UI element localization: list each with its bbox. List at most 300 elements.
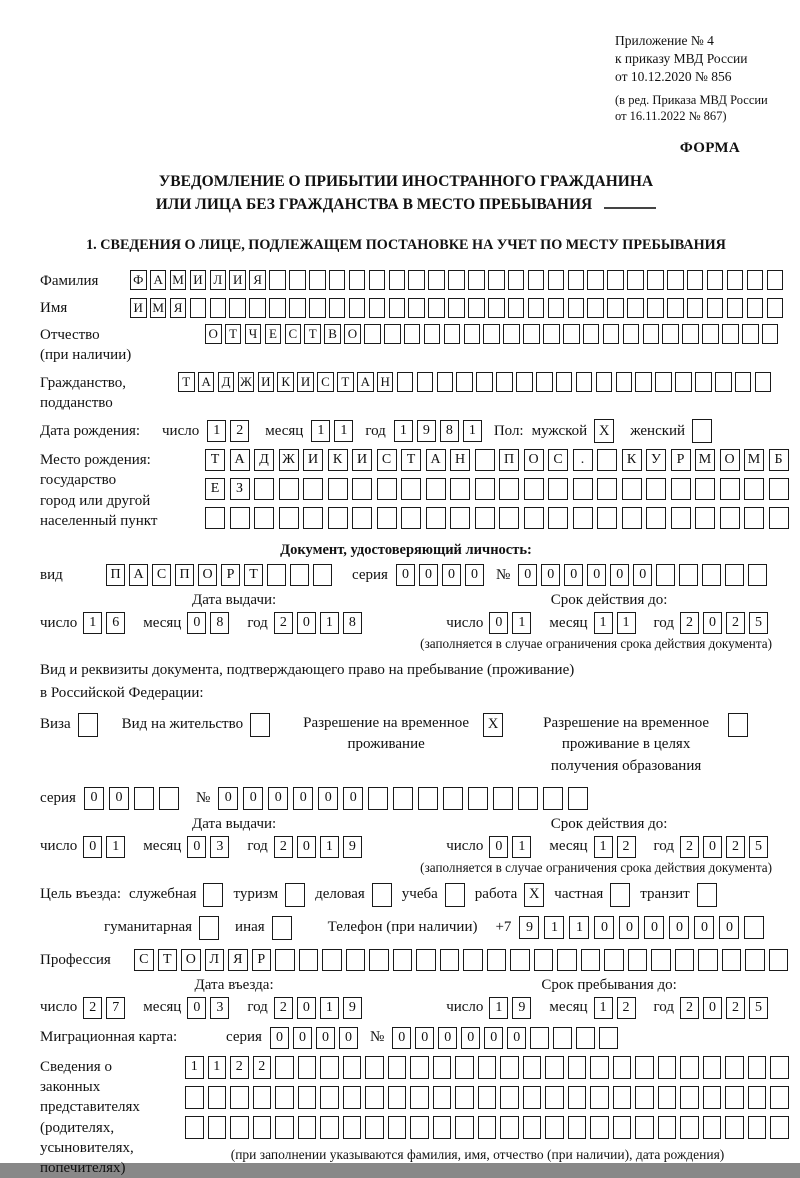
form-cell[interactable] (596, 372, 613, 392)
form-cell[interactable] (433, 1116, 452, 1139)
form-cell[interactable]: П (499, 449, 519, 471)
form-cell[interactable]: 0 (270, 1027, 289, 1049)
form-cell[interactable]: 0 (392, 1027, 411, 1049)
form-cell[interactable] (599, 1027, 618, 1049)
form-cell[interactable] (343, 1086, 362, 1109)
form-cell[interactable] (269, 270, 286, 290)
form-cell[interactable] (408, 270, 425, 290)
form-cell[interactable]: А (129, 564, 148, 586)
form-cell[interactable] (543, 787, 563, 810)
form-cell[interactable] (607, 298, 624, 318)
form-cell[interactable] (655, 372, 672, 392)
form-cell[interactable] (208, 1086, 227, 1109)
form-cell[interactable]: 8 (440, 420, 459, 442)
form-cell[interactable] (478, 1056, 497, 1079)
form-cell[interactable] (623, 324, 640, 344)
form-cell[interactable]: 0 (564, 564, 583, 586)
form-cell[interactable]: 0 (109, 787, 129, 810)
form-cell[interactable] (528, 270, 545, 290)
form-cell[interactable]: И (229, 270, 246, 290)
form-cell[interactable] (478, 1116, 497, 1139)
form-cell[interactable]: А (150, 270, 167, 290)
form-cell[interactable]: 8 (210, 612, 229, 634)
form-cell[interactable] (590, 1116, 609, 1139)
form-cell[interactable]: Р (671, 449, 691, 471)
form-cell[interactable] (352, 507, 372, 529)
form-cell[interactable] (548, 507, 568, 529)
form-cell[interactable] (320, 1056, 339, 1079)
form-cell[interactable] (671, 478, 691, 500)
form-cell[interactable] (249, 298, 266, 318)
form-cell[interactable] (401, 478, 421, 500)
form-cell[interactable] (658, 1086, 677, 1109)
form-cell[interactable] (410, 1086, 429, 1109)
form-cell[interactable] (744, 507, 764, 529)
form-cell[interactable]: А (426, 449, 446, 471)
form-cell[interactable]: И (352, 449, 372, 471)
form-cell[interactable]: Л (210, 270, 227, 290)
form-cell[interactable] (553, 1027, 572, 1049)
form-cell[interactable] (658, 1116, 677, 1139)
form-cell[interactable] (568, 298, 585, 318)
form-cell[interactable] (727, 270, 744, 290)
form-cell[interactable] (755, 372, 772, 392)
residence-permit-checkbox[interactable] (250, 713, 270, 737)
form-cell[interactable]: Я (249, 270, 266, 290)
form-cell[interactable] (573, 478, 593, 500)
form-cell[interactable]: 0 (268, 787, 288, 810)
form-cell[interactable] (597, 478, 617, 500)
form-cell[interactable]: 0 (644, 916, 664, 939)
form-cell[interactable]: 5 (749, 997, 768, 1019)
form-cell[interactable]: А (198, 372, 215, 392)
form-cell[interactable] (428, 298, 445, 318)
form-cell[interactable]: 0 (594, 916, 614, 939)
form-cell[interactable]: С (134, 949, 154, 971)
form-cell[interactable]: С (285, 324, 302, 344)
form-cell[interactable] (651, 949, 671, 971)
form-cell[interactable]: 1 (320, 836, 339, 858)
form-cell[interactable] (702, 324, 719, 344)
form-cell[interactable] (393, 949, 413, 971)
form-cell[interactable] (320, 1086, 339, 1109)
form-cell[interactable] (328, 507, 348, 529)
form-cell[interactable]: 2 (253, 1056, 272, 1079)
form-cell[interactable] (275, 1056, 294, 1079)
form-cell[interactable] (185, 1116, 204, 1139)
form-cell[interactable] (343, 1056, 362, 1079)
form-cell[interactable]: 0 (293, 1027, 312, 1049)
form-cell[interactable] (622, 478, 642, 500)
form-cell[interactable] (518, 787, 538, 810)
form-cell[interactable] (424, 324, 441, 344)
form-cell[interactable] (487, 949, 507, 971)
form-cell[interactable]: Л (205, 949, 225, 971)
form-cell[interactable] (369, 949, 389, 971)
form-cell[interactable] (365, 1056, 384, 1079)
form-cell[interactable] (548, 298, 565, 318)
form-cell[interactable] (568, 1116, 587, 1139)
form-cell[interactable]: З (230, 478, 250, 500)
form-cell[interactable]: Т (401, 449, 421, 471)
form-cell[interactable] (254, 507, 274, 529)
form-cell[interactable] (440, 949, 460, 971)
form-cell[interactable] (762, 324, 779, 344)
form-cell[interactable] (476, 372, 493, 392)
form-cell[interactable] (563, 324, 580, 344)
form-cell[interactable] (720, 507, 740, 529)
form-cell[interactable]: 0 (669, 916, 689, 939)
form-cell[interactable] (298, 1056, 317, 1079)
form-cell[interactable] (523, 1056, 542, 1079)
form-cell[interactable] (583, 324, 600, 344)
form-cell[interactable] (428, 270, 445, 290)
form-cell[interactable]: 8 (343, 612, 362, 634)
form-cell[interactable] (369, 298, 386, 318)
form-cell[interactable]: 0 (187, 836, 206, 858)
form-cell[interactable]: 0 (703, 997, 722, 1019)
form-cell[interactable]: 1 (594, 612, 613, 634)
form-cell[interactable] (769, 478, 789, 500)
form-cell[interactable] (275, 1086, 294, 1109)
purpose-delovaya-checkbox[interactable] (372, 883, 392, 907)
form-cell[interactable] (545, 1086, 564, 1109)
form-cell[interactable] (320, 1116, 339, 1139)
form-cell[interactable]: И (130, 298, 147, 318)
form-cell[interactable] (725, 564, 744, 586)
purpose-rabota-checkbox[interactable]: X (524, 883, 544, 907)
form-cell[interactable] (483, 324, 500, 344)
form-cell[interactable] (475, 449, 495, 471)
form-cell[interactable] (722, 324, 739, 344)
form-cell[interactable] (573, 507, 593, 529)
form-cell[interactable] (702, 564, 721, 586)
form-cell[interactable] (298, 1086, 317, 1109)
form-cell[interactable]: С (152, 564, 171, 586)
form-cell[interactable] (455, 1116, 474, 1139)
form-cell[interactable]: 0 (489, 612, 508, 634)
form-cell[interactable]: 0 (187, 612, 206, 634)
form-cell[interactable]: 1 (594, 836, 613, 858)
form-cell[interactable]: 0 (587, 564, 606, 586)
form-cell[interactable]: О (524, 449, 544, 471)
form-cell[interactable] (253, 1086, 272, 1109)
form-cell[interactable]: 0 (633, 564, 652, 586)
form-cell[interactable] (770, 1056, 789, 1079)
form-cell[interactable] (744, 916, 764, 939)
form-cell[interactable] (500, 1086, 519, 1109)
form-cell[interactable] (393, 787, 413, 810)
form-cell[interactable] (727, 298, 744, 318)
form-cell[interactable]: О (205, 324, 222, 344)
form-cell[interactable]: 0 (465, 564, 484, 586)
form-cell[interactable]: К (277, 372, 294, 392)
form-cell[interactable]: 2 (726, 997, 745, 1019)
form-cell[interactable] (510, 949, 530, 971)
form-cell[interactable]: 2 (726, 836, 745, 858)
form-cell[interactable] (322, 949, 342, 971)
form-cell[interactable] (747, 298, 764, 318)
form-cell[interactable] (493, 787, 513, 810)
form-cell[interactable] (369, 270, 386, 290)
form-cell[interactable]: 0 (218, 787, 238, 810)
form-cell[interactable]: 1 (544, 916, 564, 939)
form-cell[interactable] (656, 564, 675, 586)
form-cell[interactable] (568, 1056, 587, 1079)
form-cell[interactable] (530, 1027, 549, 1049)
form-cell[interactable]: Б (769, 449, 789, 471)
form-cell[interactable]: 0 (297, 997, 316, 1019)
form-cell[interactable] (303, 507, 323, 529)
form-cell[interactable]: 2 (680, 836, 699, 858)
form-cell[interactable]: 0 (316, 1027, 335, 1049)
form-cell[interactable] (557, 949, 577, 971)
form-cell[interactable] (767, 298, 784, 318)
form-cell[interactable] (384, 324, 401, 344)
form-cell[interactable] (524, 478, 544, 500)
form-cell[interactable]: 2 (274, 836, 293, 858)
form-cell[interactable] (613, 1116, 632, 1139)
form-cell[interactable] (404, 324, 421, 344)
form-cell[interactable]: 1 (185, 1056, 204, 1079)
form-cell[interactable]: Е (265, 324, 282, 344)
form-cell[interactable]: П (175, 564, 194, 586)
form-cell[interactable] (698, 949, 718, 971)
form-cell[interactable] (770, 1086, 789, 1109)
form-cell[interactable]: 2 (274, 612, 293, 634)
form-cell[interactable] (747, 270, 764, 290)
form-cell[interactable] (444, 324, 461, 344)
form-cell[interactable]: 5 (749, 836, 768, 858)
form-cell[interactable]: 0 (703, 836, 722, 858)
form-cell[interactable] (720, 478, 740, 500)
form-cell[interactable]: 0 (541, 564, 560, 586)
form-cell[interactable] (671, 507, 691, 529)
form-cell[interactable] (548, 478, 568, 500)
form-cell[interactable] (635, 1056, 654, 1079)
form-cell[interactable] (185, 1086, 204, 1109)
form-cell[interactable] (646, 478, 666, 500)
form-cell[interactable] (680, 1086, 699, 1109)
form-cell[interactable] (388, 1086, 407, 1109)
form-cell[interactable] (523, 1116, 542, 1139)
form-cell[interactable] (397, 372, 414, 392)
form-cell[interactable] (667, 298, 684, 318)
form-cell[interactable]: . (573, 449, 593, 471)
form-cell[interactable] (389, 270, 406, 290)
form-cell[interactable]: Ж (238, 372, 255, 392)
form-cell[interactable] (269, 298, 286, 318)
form-cell[interactable] (254, 478, 274, 500)
form-cell[interactable] (769, 949, 789, 971)
form-cell[interactable] (687, 270, 704, 290)
form-cell[interactable] (745, 949, 765, 971)
form-cell[interactable] (426, 507, 446, 529)
form-cell[interactable]: Т (225, 324, 242, 344)
form-cell[interactable]: 0 (484, 1027, 503, 1049)
form-cell[interactable] (707, 270, 724, 290)
form-cell[interactable] (488, 270, 505, 290)
form-cell[interactable] (230, 1086, 249, 1109)
form-cell[interactable] (410, 1056, 429, 1079)
form-cell[interactable] (675, 949, 695, 971)
form-cell[interactable]: 2 (617, 997, 636, 1019)
form-cell[interactable]: 1 (463, 420, 482, 442)
form-cell[interactable]: 2 (726, 612, 745, 634)
form-cell[interactable]: В (324, 324, 341, 344)
form-cell[interactable] (388, 1116, 407, 1139)
form-cell[interactable]: Т (178, 372, 195, 392)
form-cell[interactable] (735, 372, 752, 392)
form-cell[interactable] (679, 564, 698, 586)
form-cell[interactable] (662, 324, 679, 344)
form-cell[interactable] (536, 372, 553, 392)
form-cell[interactable]: Н (450, 449, 470, 471)
form-cell[interactable]: 0 (297, 612, 316, 634)
form-cell[interactable]: 1 (489, 997, 508, 1019)
form-cell[interactable]: Е (205, 478, 225, 500)
form-cell[interactable] (365, 1086, 384, 1109)
form-cell[interactable]: 9 (343, 836, 362, 858)
form-cell[interactable]: 2 (680, 997, 699, 1019)
form-cell[interactable] (408, 298, 425, 318)
form-cell[interactable] (742, 324, 759, 344)
form-cell[interactable]: 0 (343, 787, 363, 810)
form-cell[interactable] (299, 949, 319, 971)
form-cell[interactable] (516, 372, 533, 392)
form-cell[interactable] (703, 1086, 722, 1109)
form-cell[interactable] (703, 1116, 722, 1139)
sex-female-checkbox[interactable] (692, 419, 712, 443)
form-cell[interactable] (298, 1116, 317, 1139)
form-cell[interactable]: Т (244, 564, 263, 586)
form-cell[interactable] (455, 1086, 474, 1109)
form-cell[interactable] (279, 507, 299, 529)
form-cell[interactable]: Н (377, 372, 394, 392)
form-cell[interactable]: 9 (343, 997, 362, 1019)
visa-checkbox[interactable] (78, 713, 98, 737)
form-cell[interactable] (475, 478, 495, 500)
form-cell[interactable] (488, 298, 505, 318)
purpose-turizm-checkbox[interactable] (285, 883, 305, 907)
form-cell[interactable] (365, 1116, 384, 1139)
form-cell[interactable]: Д (254, 449, 274, 471)
form-cell[interactable] (682, 324, 699, 344)
form-cell[interactable] (581, 949, 601, 971)
form-cell[interactable] (303, 478, 323, 500)
form-cell[interactable]: С (548, 449, 568, 471)
form-cell[interactable]: 1 (83, 612, 102, 634)
form-cell[interactable] (568, 270, 585, 290)
form-cell[interactable] (725, 1056, 744, 1079)
form-cell[interactable] (508, 298, 525, 318)
form-cell[interactable] (433, 1056, 452, 1079)
form-cell[interactable]: 6 (106, 612, 125, 634)
form-cell[interactable]: С (377, 449, 397, 471)
form-cell[interactable]: О (181, 949, 201, 971)
form-cell[interactable] (468, 787, 488, 810)
form-cell[interactable] (448, 298, 465, 318)
form-cell[interactable]: 0 (461, 1027, 480, 1049)
form-cell[interactable] (401, 507, 421, 529)
form-cell[interactable] (647, 270, 664, 290)
temp-residence-checkbox[interactable]: X (483, 713, 503, 737)
form-cell[interactable] (725, 1116, 744, 1139)
form-cell[interactable] (695, 372, 712, 392)
form-cell[interactable] (416, 949, 436, 971)
form-cell[interactable] (687, 298, 704, 318)
form-cell[interactable]: Т (158, 949, 178, 971)
form-cell[interactable]: А (357, 372, 374, 392)
form-cell[interactable] (715, 372, 732, 392)
form-cell[interactable] (468, 298, 485, 318)
form-cell[interactable] (328, 478, 348, 500)
form-cell[interactable]: 1 (512, 612, 531, 634)
form-cell[interactable] (545, 1056, 564, 1079)
form-cell[interactable] (229, 298, 246, 318)
form-cell[interactable] (508, 270, 525, 290)
form-cell[interactable] (377, 507, 397, 529)
form-cell[interactable] (503, 324, 520, 344)
form-cell[interactable]: Р (252, 949, 272, 971)
form-cell[interactable] (627, 270, 644, 290)
form-cell[interactable] (545, 1116, 564, 1139)
form-cell[interactable] (417, 372, 434, 392)
purpose-tranzit-checkbox[interactable] (697, 883, 717, 907)
purpose-ucheba-checkbox[interactable] (445, 883, 465, 907)
form-cell[interactable] (590, 1056, 609, 1079)
form-cell[interactable] (576, 372, 593, 392)
form-cell[interactable] (500, 1056, 519, 1079)
form-cell[interactable] (230, 1116, 249, 1139)
form-cell[interactable]: И (258, 372, 275, 392)
form-cell[interactable] (289, 298, 306, 318)
form-cell[interactable] (456, 372, 473, 392)
form-cell[interactable]: 0 (83, 836, 102, 858)
form-cell[interactable]: И (297, 372, 314, 392)
form-cell[interactable] (349, 298, 366, 318)
form-cell[interactable]: О (198, 564, 217, 586)
form-cell[interactable] (524, 507, 544, 529)
form-cell[interactable]: 2 (230, 420, 249, 442)
form-cell[interactable] (604, 949, 624, 971)
form-cell[interactable] (496, 372, 513, 392)
form-cell[interactable]: 1 (512, 836, 531, 858)
form-cell[interactable] (290, 564, 309, 586)
form-cell[interactable]: 0 (415, 1027, 434, 1049)
form-cell[interactable] (523, 324, 540, 344)
form-cell[interactable] (190, 298, 207, 318)
form-cell[interactable]: 0 (518, 564, 537, 586)
form-cell[interactable]: С (317, 372, 334, 392)
form-cell[interactable]: 1 (394, 420, 413, 442)
sex-male-checkbox[interactable]: X (594, 419, 614, 443)
form-cell[interactable] (523, 1086, 542, 1109)
form-cell[interactable]: 0 (719, 916, 739, 939)
form-cell[interactable]: 0 (442, 564, 461, 586)
form-cell[interactable] (455, 1056, 474, 1079)
form-cell[interactable] (437, 372, 454, 392)
form-cell[interactable] (548, 270, 565, 290)
form-cell[interactable] (556, 372, 573, 392)
form-cell[interactable]: 0 (438, 1027, 457, 1049)
form-cell[interactable] (703, 1056, 722, 1079)
form-cell[interactable]: 0 (297, 836, 316, 858)
form-cell[interactable]: И (190, 270, 207, 290)
form-cell[interactable] (499, 478, 519, 500)
form-cell[interactable]: 1 (594, 997, 613, 1019)
form-cell[interactable] (695, 507, 715, 529)
